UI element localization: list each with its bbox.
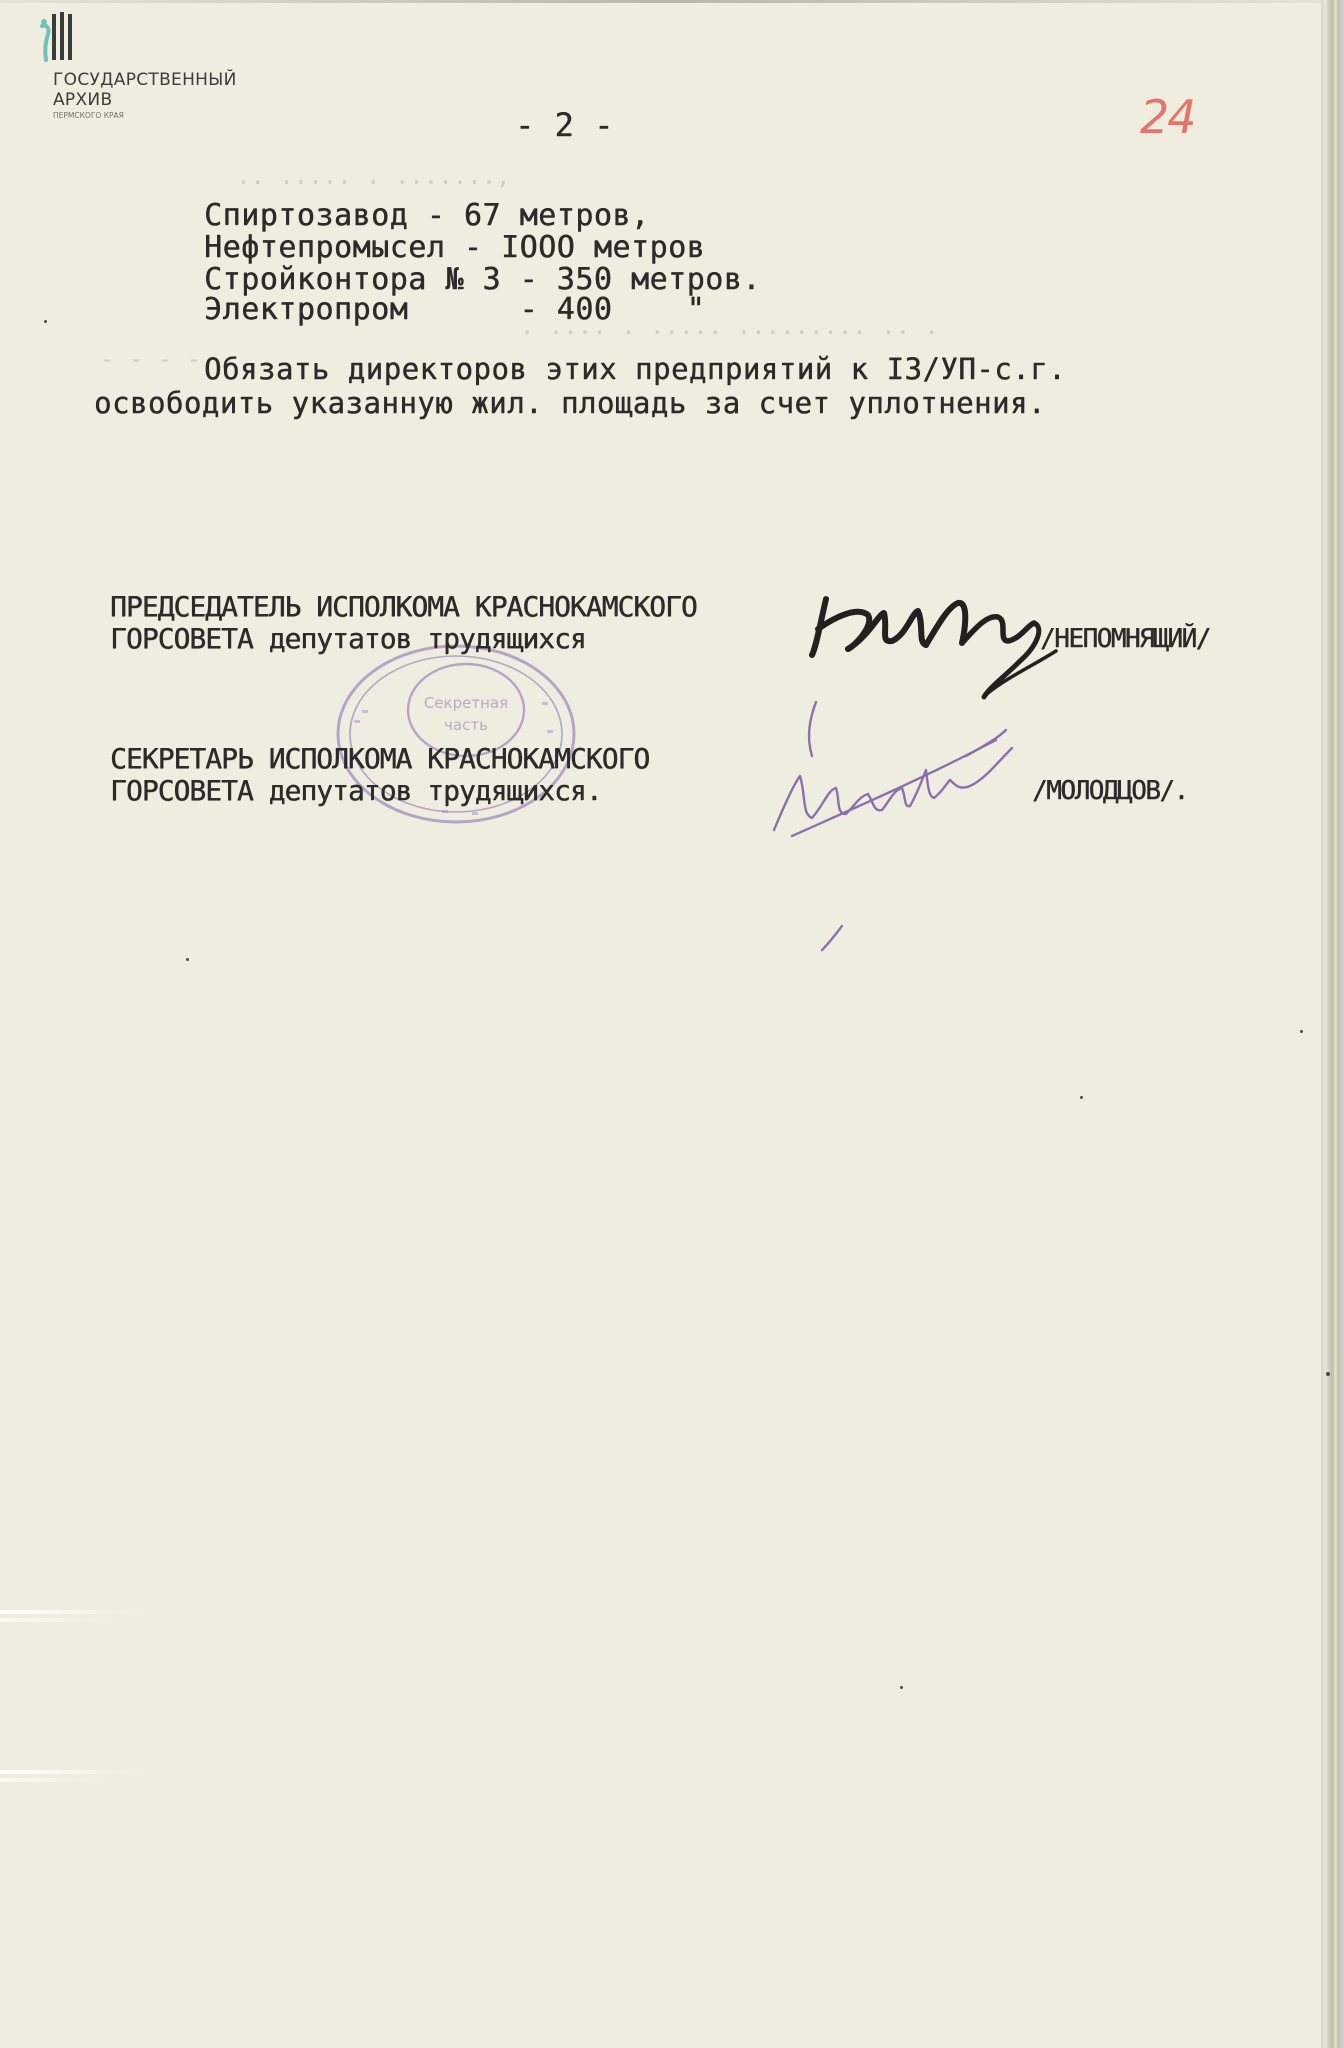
paper-speck [44, 320, 47, 323]
allocation-line: Спиртозавод - 67 метров, [204, 198, 650, 233]
paper-speck [900, 1686, 903, 1689]
archive-name-line2: АРХИВ [53, 90, 113, 110]
secretary-title-line1: СЕКРЕТАРЬ ИСПОЛКОМА КРАСНОКАМСКОГО [110, 742, 650, 775]
allocation-line: Электропром - 400 " [204, 292, 706, 327]
archive-logo [36, 10, 236, 120]
paper-speck [186, 958, 189, 961]
paper-speck [1326, 1372, 1330, 1376]
bleed-through-mark: .. ..... . ......., [236, 162, 511, 190]
binding-thread [0, 1618, 120, 1622]
chairman-title-line2: ГОРСОВЕТА депутатов трудящихся [110, 622, 586, 655]
archive-name-line1: ГОСУДАРСТВЕННЫЙ [53, 70, 237, 90]
page-number: - 2 - [515, 106, 614, 144]
page-top-edge [0, 0, 1332, 3]
secretary-title-line2: ГОРСОВЕТА депутатов трудящихся. [110, 774, 602, 807]
instruction-line: освободить указанную жил. площадь за счет уплотнения. [94, 386, 1046, 420]
archive-logo-icon [36, 10, 88, 66]
allocation-line: Стройконтора № 3 - 350 метров. [204, 262, 761, 297]
bleed-through-mark: . .... . ..... ......... .. . [520, 312, 940, 340]
archive-name-line3: ПЕРМСКОГО КРАЯ [53, 111, 124, 120]
stamp-text-part: часть [444, 716, 488, 734]
instruction-line: Обязать директоров этих предприятий к I3/УП-с.г. [204, 352, 1067, 386]
stamp-text-secret: Секретная [423, 694, 509, 712]
binding-thread [0, 1778, 110, 1782]
paper-speck [1300, 1030, 1303, 1033]
chairman-title-line1: ПРЕДСЕДАТЕЛЬ ИСПОЛКОМА КРАСНОКАМСКОГО [110, 590, 697, 623]
page-right-edge [1321, 0, 1332, 2048]
bleed-through-mark: - - - - [100, 345, 202, 373]
chairman-name: /НЕПОМНЯЩИЙ/ [1040, 624, 1210, 654]
folio-number: 24 [1140, 90, 1195, 144]
paper-speck [1080, 1096, 1083, 1099]
allocation-line: Нефтепромысел - IOOO метров [204, 230, 706, 265]
secretary-signature [770, 700, 1050, 970]
secretary-name: /МОЛОДЦОВ/. [1032, 776, 1188, 806]
binding-thread [0, 1610, 150, 1614]
binding-thread [0, 1770, 150, 1774]
